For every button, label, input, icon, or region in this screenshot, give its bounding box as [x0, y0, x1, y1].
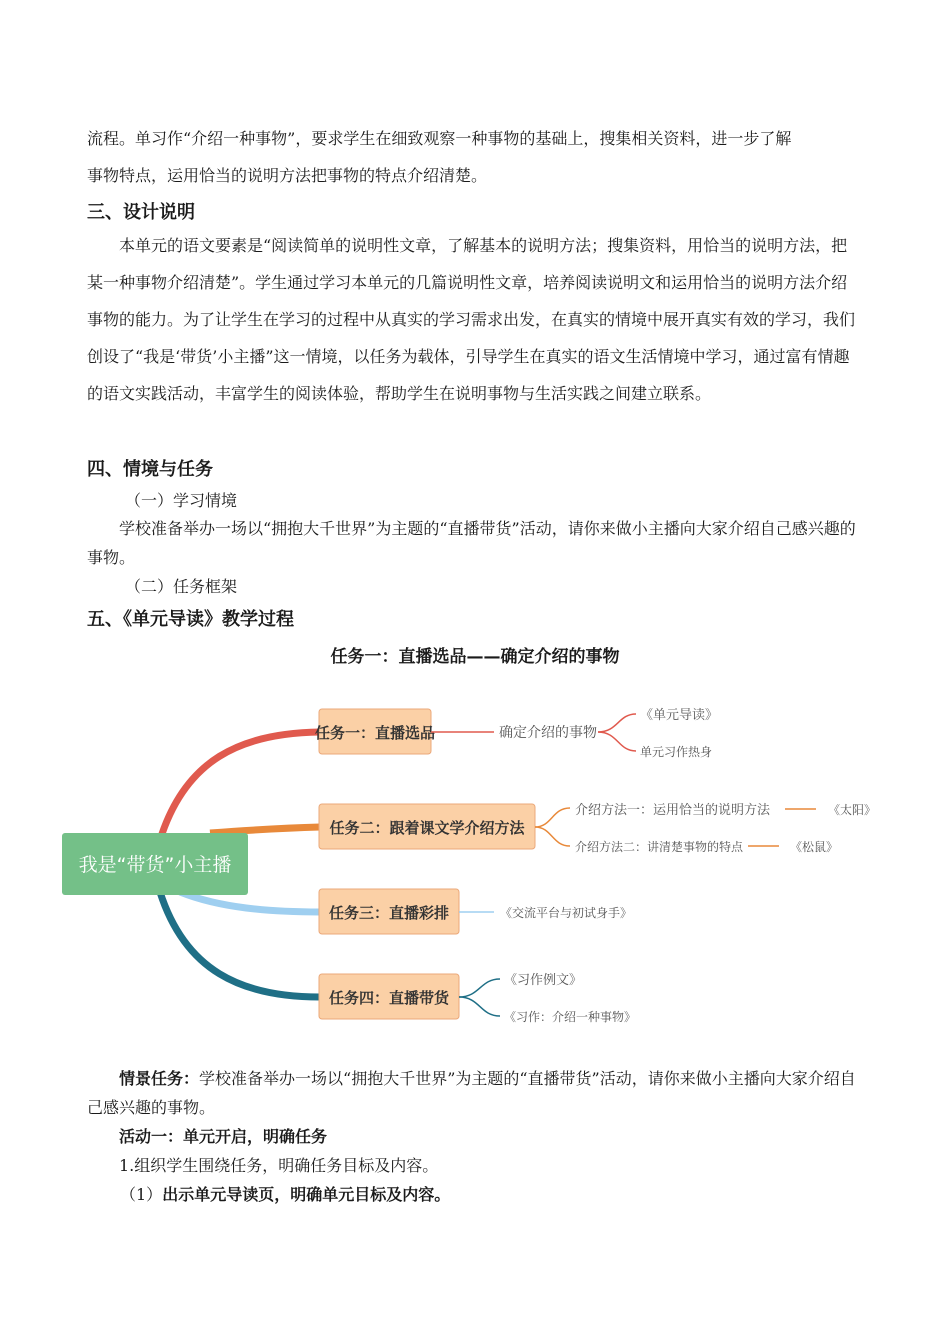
- branch-line-task2: [210, 827, 320, 833]
- intro-line-2: 事物特点，运用恰当的说明方法把事物的特点介绍清楚。: [87, 166, 488, 185]
- task2-method-2: 介绍方法二：讲清楚事物的特点: [575, 840, 744, 854]
- scenario-label: 情景任务：: [119, 1069, 200, 1088]
- task-one-title: 任务一：直播选品——确定介绍的事物: [330, 647, 620, 667]
- section3-heading: 三、设计说明: [87, 202, 195, 223]
- task-mindmap: [0, 680, 950, 1040]
- task1-label: 任务一：直播选品: [314, 724, 436, 742]
- activity1-step1-1: [120, 1176, 860, 1213]
- activity1-step1-1-text: 出示单元导读页，明确单元目标及内容。: [162, 1185, 451, 1204]
- activity1-step1-1-number: （1）: [120, 1185, 163, 1204]
- task2-method2-connector: [535, 827, 570, 846]
- task4-label: 任务四：直播带货: [328, 989, 450, 1007]
- task3-label: 任务三：直播彩排: [328, 904, 450, 922]
- activity1-heading: 活动一：单元开启，明确任务: [119, 1127, 328, 1146]
- branch-line-task1: [160, 732, 320, 840]
- task2-label: 任务二：跟着课文学介绍方法: [329, 819, 525, 837]
- task1-leaf-2: 单元习作热身: [640, 745, 713, 759]
- task-framework-subheading: （二）任务框架: [125, 577, 238, 596]
- task4-leaf-2: 《习作：介绍一种事物》: [504, 1010, 637, 1024]
- task2-method-1: 介绍方法一：运用恰当的说明方法: [575, 803, 771, 818]
- section4-heading: 四、情境与任务: [87, 459, 213, 480]
- task1-leaf-1: 《单元导读》: [640, 708, 719, 723]
- task4-leaf2-connector: [459, 997, 500, 1016]
- learning-context-subheading: （一）学习情境: [125, 491, 238, 510]
- task1-leaf2-connector: [598, 732, 636, 751]
- task4-leaf1-connector: [459, 979, 500, 997]
- intro-line-1: 流程。单习作“介绍一种事物”，要求学生在细致观察一种事物的基础上，搜集相关资料，进一步了解: [87, 129, 792, 148]
- section3-paragraph: 本单元的语文要素是“阅读简单的说明性文章，了解基本的说明方法；搜集资料，用恰当的说明方法，把某一种事物介绍清楚”。学生通过学习本单元的几篇说明性文章，培养阅读说明文和运用恰当的说明方法介绍事物的能力。为了让学生在学习的过程中从真实的学习需求出发，在真实的情境中展开真实有效的学习，我们创设了“我是‘带货’小主播”这一情境，以任务为载体，引导学生在真实的语文生活情境中学习，通过富有情趣的语文实践活动，丰富学生的阅读体验，帮助学生在说明事物与生活实践之间建立联系。: [87, 236, 856, 403]
- task1-leaf1-connector: [598, 714, 636, 732]
- section5-heading: 五、《单元导读》教学过程: [87, 609, 294, 630]
- task2-lesson-2: 《松鼠》: [790, 840, 839, 854]
- learning-context-paragraph: 学校准备举办一场以“拥抱大千世界”为主题的“直播带货”活动，请你来做小主播向大家介绍自己感兴趣的事物。: [87, 519, 856, 567]
- scenario-paragraph: [87, 1064, 859, 1122]
- task4-leaf-1: 《习作例文》: [504, 973, 583, 988]
- task2-lesson-1: 《太阳》: [828, 803, 877, 817]
- root-label: 我是“带货”小主播: [78, 854, 232, 876]
- scenario-text: 学校准备举办一场以“拥抱大千世界”为主题的“直播带货”活动，请你来做小主播向大家介绍自己感兴趣的事物。: [87, 1069, 856, 1117]
- task1-mid-label: 确定介绍的事物: [499, 725, 597, 741]
- task3-leaf-1: 《交流平台与初试身手》: [500, 906, 633, 920]
- task2-method1-connector: [535, 808, 570, 827]
- activity1-step1: 1.组织学生围绕任务，明确任务目标及内容。: [119, 1156, 439, 1175]
